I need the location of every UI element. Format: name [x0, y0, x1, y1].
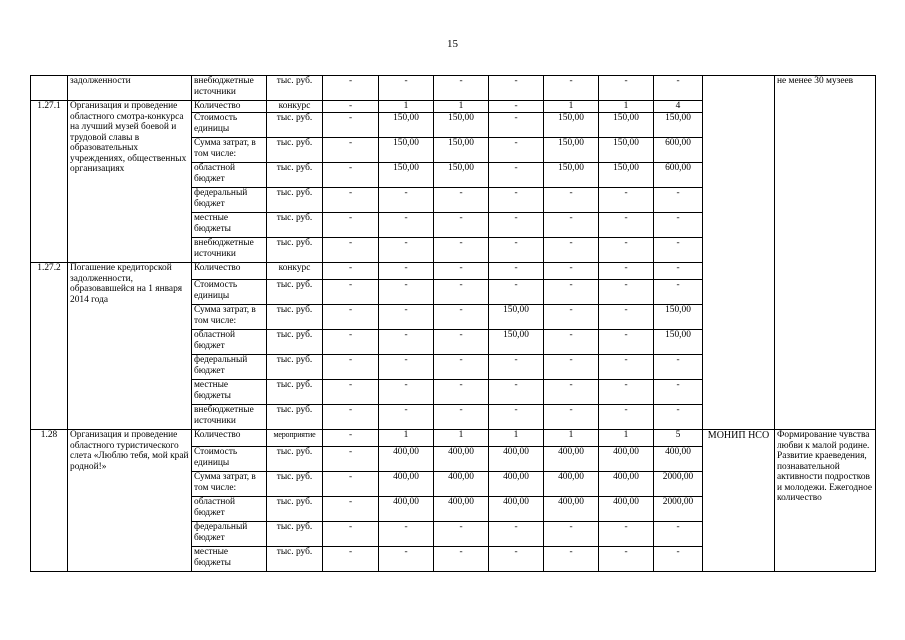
- value-cell: -: [323, 380, 379, 405]
- value-cell: 400,00: [654, 447, 703, 472]
- value-cell: -: [489, 547, 544, 572]
- value-cell: 150,00: [379, 163, 434, 188]
- value-cell: 1: [599, 430, 654, 447]
- value-cell: -: [489, 76, 544, 101]
- item-number: 1.28: [31, 430, 68, 572]
- value-cell: -: [599, 263, 654, 280]
- value-cell: -: [489, 380, 544, 405]
- value-cell: 2000,00: [654, 497, 703, 522]
- value-cell: 1: [599, 101, 654, 113]
- value-cell: -: [489, 188, 544, 213]
- value-cell: -: [489, 263, 544, 280]
- indicator-name: Сумма затрат, в том числе:: [192, 305, 267, 330]
- unit-cell: тыс. руб.: [267, 280, 323, 305]
- result-cell: не менее 30 музеев: [775, 76, 876, 430]
- unit-cell: конкурс: [267, 263, 323, 280]
- unit-cell: тыс. руб.: [267, 138, 323, 163]
- value-cell: -: [434, 522, 489, 547]
- value-cell: -: [489, 138, 544, 163]
- value-cell: -: [544, 405, 599, 430]
- unit-cell: тыс. руб.: [267, 305, 323, 330]
- value-cell: -: [379, 263, 434, 280]
- value-cell: -: [434, 76, 489, 101]
- unit-cell: тыс. руб.: [267, 188, 323, 213]
- value-cell: 1: [434, 430, 489, 447]
- item-number: 1.27.1: [31, 101, 68, 263]
- value-cell: 1: [489, 430, 544, 447]
- value-cell: -: [379, 213, 434, 238]
- value-cell: 600,00: [654, 163, 703, 188]
- value-cell: -: [323, 497, 379, 522]
- indicator-name: Сумма затрат, в том числе:: [192, 138, 267, 163]
- value-cell: 400,00: [544, 447, 599, 472]
- value-cell: -: [599, 522, 654, 547]
- unit-cell: тыс. руб.: [267, 472, 323, 497]
- unit-cell: конкурс: [267, 101, 323, 113]
- indicator-name: Сумма затрат, в том числе:: [192, 472, 267, 497]
- value-cell: 600,00: [654, 138, 703, 163]
- value-cell: -: [323, 447, 379, 472]
- value-cell: -: [489, 163, 544, 188]
- unit-cell: мероприятие: [267, 430, 323, 447]
- value-cell: -: [489, 101, 544, 113]
- value-cell: -: [489, 405, 544, 430]
- value-cell: -: [544, 330, 599, 355]
- unit-cell: тыс. руб.: [267, 113, 323, 138]
- unit-cell: тыс. руб.: [267, 547, 323, 572]
- item-name: Организация и проведение областного туристического слета «Люблю тебя, мой край родной!»: [68, 430, 192, 572]
- indicator-name: Количество: [192, 101, 267, 113]
- value-cell: 4: [654, 101, 703, 113]
- value-cell: -: [599, 188, 654, 213]
- value-cell: -: [654, 280, 703, 305]
- value-cell: -: [323, 238, 379, 263]
- value-cell: -: [323, 163, 379, 188]
- unit-cell: тыс. руб.: [267, 405, 323, 430]
- value-cell: 150,00: [434, 138, 489, 163]
- value-cell: -: [434, 547, 489, 572]
- unit-cell: тыс. руб.: [267, 238, 323, 263]
- value-cell: -: [434, 280, 489, 305]
- value-cell: 1: [434, 101, 489, 113]
- indicator-name: федеральный бюджет: [192, 355, 267, 380]
- value-cell: -: [434, 380, 489, 405]
- page-number: 15: [447, 38, 458, 50]
- value-cell: -: [544, 76, 599, 101]
- value-cell: -: [434, 188, 489, 213]
- value-cell: 150,00: [489, 330, 544, 355]
- value-cell: -: [654, 522, 703, 547]
- value-cell: -: [323, 355, 379, 380]
- value-cell: 150,00: [544, 113, 599, 138]
- value-cell: -: [323, 472, 379, 497]
- value-cell: -: [434, 263, 489, 280]
- indicator-name: областной бюджет: [192, 163, 267, 188]
- value-cell: -: [323, 547, 379, 572]
- value-cell: -: [323, 188, 379, 213]
- value-cell: -: [489, 213, 544, 238]
- value-cell: -: [599, 76, 654, 101]
- value-cell: -: [544, 188, 599, 213]
- indicator-name: областной бюджет: [192, 330, 267, 355]
- value-cell: -: [544, 238, 599, 263]
- value-cell: -: [544, 355, 599, 380]
- value-cell: 400,00: [489, 497, 544, 522]
- value-cell: -: [654, 213, 703, 238]
- value-cell: -: [654, 238, 703, 263]
- value-cell: -: [544, 522, 599, 547]
- value-cell: 150,00: [599, 138, 654, 163]
- item-name: Организация и проведение областного смотра-конкурса на лучший музей боевой и трудовой славы в образовательных учреждениях, общественных организациях: [68, 101, 192, 263]
- value-cell: -: [434, 238, 489, 263]
- value-cell: 150,00: [379, 138, 434, 163]
- value-cell: -: [654, 355, 703, 380]
- value-cell: -: [654, 188, 703, 213]
- value-cell: 400,00: [379, 497, 434, 522]
- executor-cell: [703, 76, 775, 430]
- value-cell: -: [654, 547, 703, 572]
- value-cell: -: [489, 113, 544, 138]
- value-cell: -: [379, 330, 434, 355]
- indicator-name: внебюджетные источники: [192, 405, 267, 430]
- value-cell: 150,00: [544, 138, 599, 163]
- value-cell: -: [544, 305, 599, 330]
- table-row: [31, 76, 876, 101]
- value-cell: 150,00: [599, 113, 654, 138]
- value-cell: -: [489, 522, 544, 547]
- value-cell: -: [323, 330, 379, 355]
- value-cell: -: [323, 430, 379, 447]
- value-cell: 5: [654, 430, 703, 447]
- value-cell: -: [434, 213, 489, 238]
- unit-cell: тыс. руб.: [267, 330, 323, 355]
- value-cell: -: [323, 305, 379, 330]
- indicator-name: федеральный бюджет: [192, 188, 267, 213]
- value-cell: -: [379, 547, 434, 572]
- item-number: 1.27.2: [31, 263, 68, 430]
- value-cell: -: [323, 522, 379, 547]
- item-name: Погашение кредиторской задолженности, образовавшейся на 1 января 2014 года: [68, 263, 192, 430]
- value-cell: -: [434, 305, 489, 330]
- value-cell: -: [489, 238, 544, 263]
- value-cell: 400,00: [599, 447, 654, 472]
- program-table: [30, 75, 876, 572]
- value-cell: 150,00: [599, 163, 654, 188]
- indicator-name: внебюджетные источники: [192, 76, 267, 101]
- value-cell: -: [599, 305, 654, 330]
- value-cell: 150,00: [654, 305, 703, 330]
- indicator-name: Количество: [192, 263, 267, 280]
- indicator-name: внебюджетные источники: [192, 238, 267, 263]
- value-cell: -: [434, 405, 489, 430]
- value-cell: -: [323, 263, 379, 280]
- value-cell: -: [379, 188, 434, 213]
- indicator-name: федеральный бюджет: [192, 522, 267, 547]
- value-cell: -: [599, 280, 654, 305]
- unit-cell: тыс. руб.: [267, 163, 323, 188]
- value-cell: 2000,00: [654, 472, 703, 497]
- indicator-name: местные бюджеты: [192, 547, 267, 572]
- value-cell: -: [544, 263, 599, 280]
- value-cell: -: [379, 522, 434, 547]
- value-cell: -: [654, 405, 703, 430]
- value-cell: -: [489, 280, 544, 305]
- unit-cell: тыс. руб.: [267, 497, 323, 522]
- value-cell: 400,00: [544, 497, 599, 522]
- value-cell: 400,00: [489, 447, 544, 472]
- indicator-name: областной бюджет: [192, 497, 267, 522]
- value-cell: -: [434, 330, 489, 355]
- value-cell: -: [323, 138, 379, 163]
- value-cell: -: [379, 305, 434, 330]
- value-cell: 400,00: [599, 472, 654, 497]
- value-cell: -: [599, 380, 654, 405]
- value-cell: 1: [379, 101, 434, 113]
- indicator-name: местные бюджеты: [192, 380, 267, 405]
- value-cell: -: [599, 213, 654, 238]
- value-cell: -: [323, 280, 379, 305]
- value-cell: -: [323, 76, 379, 101]
- table-row: [31, 430, 876, 447]
- indicator-name: Стоимость единицы: [192, 447, 267, 472]
- unit-cell: тыс. руб.: [267, 76, 323, 101]
- value-cell: -: [544, 380, 599, 405]
- value-cell: -: [599, 547, 654, 572]
- value-cell: 150,00: [544, 163, 599, 188]
- value-cell: -: [434, 355, 489, 380]
- value-cell: 400,00: [544, 472, 599, 497]
- value-cell: 1: [544, 101, 599, 113]
- value-cell: -: [599, 238, 654, 263]
- value-cell: 150,00: [379, 113, 434, 138]
- value-cell: 150,00: [489, 305, 544, 330]
- value-cell: -: [654, 76, 703, 101]
- value-cell: -: [379, 355, 434, 380]
- value-cell: 150,00: [434, 163, 489, 188]
- value-cell: 400,00: [434, 472, 489, 497]
- unit-cell: тыс. руб.: [267, 213, 323, 238]
- indicator-name: Количество: [192, 430, 267, 447]
- value-cell: -: [654, 380, 703, 405]
- value-cell: -: [544, 213, 599, 238]
- value-cell: -: [323, 405, 379, 430]
- executor-cell: МОНИП НСО: [703, 430, 775, 572]
- value-cell: 1: [379, 430, 434, 447]
- value-cell: -: [323, 213, 379, 238]
- result-cell: Формирование чувства любви к малой родине. Развитие краеведения, познавательной активности подростков и молодежи. Ежегодное количество: [775, 430, 876, 572]
- value-cell: -: [599, 405, 654, 430]
- value-cell: 400,00: [434, 497, 489, 522]
- unit-cell: тыс. руб.: [267, 447, 323, 472]
- value-cell: 150,00: [654, 113, 703, 138]
- value-cell: -: [379, 380, 434, 405]
- item-number: [31, 76, 68, 101]
- value-cell: 400,00: [489, 472, 544, 497]
- value-cell: 400,00: [599, 497, 654, 522]
- value-cell: -: [489, 355, 544, 380]
- unit-cell: тыс. руб.: [267, 355, 323, 380]
- indicator-name: Стоимость единицы: [192, 113, 267, 138]
- value-cell: 400,00: [379, 472, 434, 497]
- value-cell: -: [323, 113, 379, 138]
- value-cell: 400,00: [434, 447, 489, 472]
- value-cell: -: [544, 547, 599, 572]
- unit-cell: тыс. руб.: [267, 380, 323, 405]
- value-cell: -: [654, 263, 703, 280]
- value-cell: -: [544, 280, 599, 305]
- indicator-name: местные бюджеты: [192, 213, 267, 238]
- unit-cell: тыс. руб.: [267, 522, 323, 547]
- indicator-name: Стоимость единицы: [192, 280, 267, 305]
- value-cell: 400,00: [379, 447, 434, 472]
- value-cell: -: [379, 405, 434, 430]
- value-cell: 1: [544, 430, 599, 447]
- value-cell: -: [323, 101, 379, 113]
- item-name: задолженности: [68, 76, 192, 101]
- value-cell: -: [379, 238, 434, 263]
- value-cell: -: [599, 330, 654, 355]
- value-cell: -: [599, 355, 654, 380]
- value-cell: 150,00: [654, 330, 703, 355]
- value-cell: -: [379, 76, 434, 101]
- value-cell: -: [379, 280, 434, 305]
- value-cell: 150,00: [434, 113, 489, 138]
